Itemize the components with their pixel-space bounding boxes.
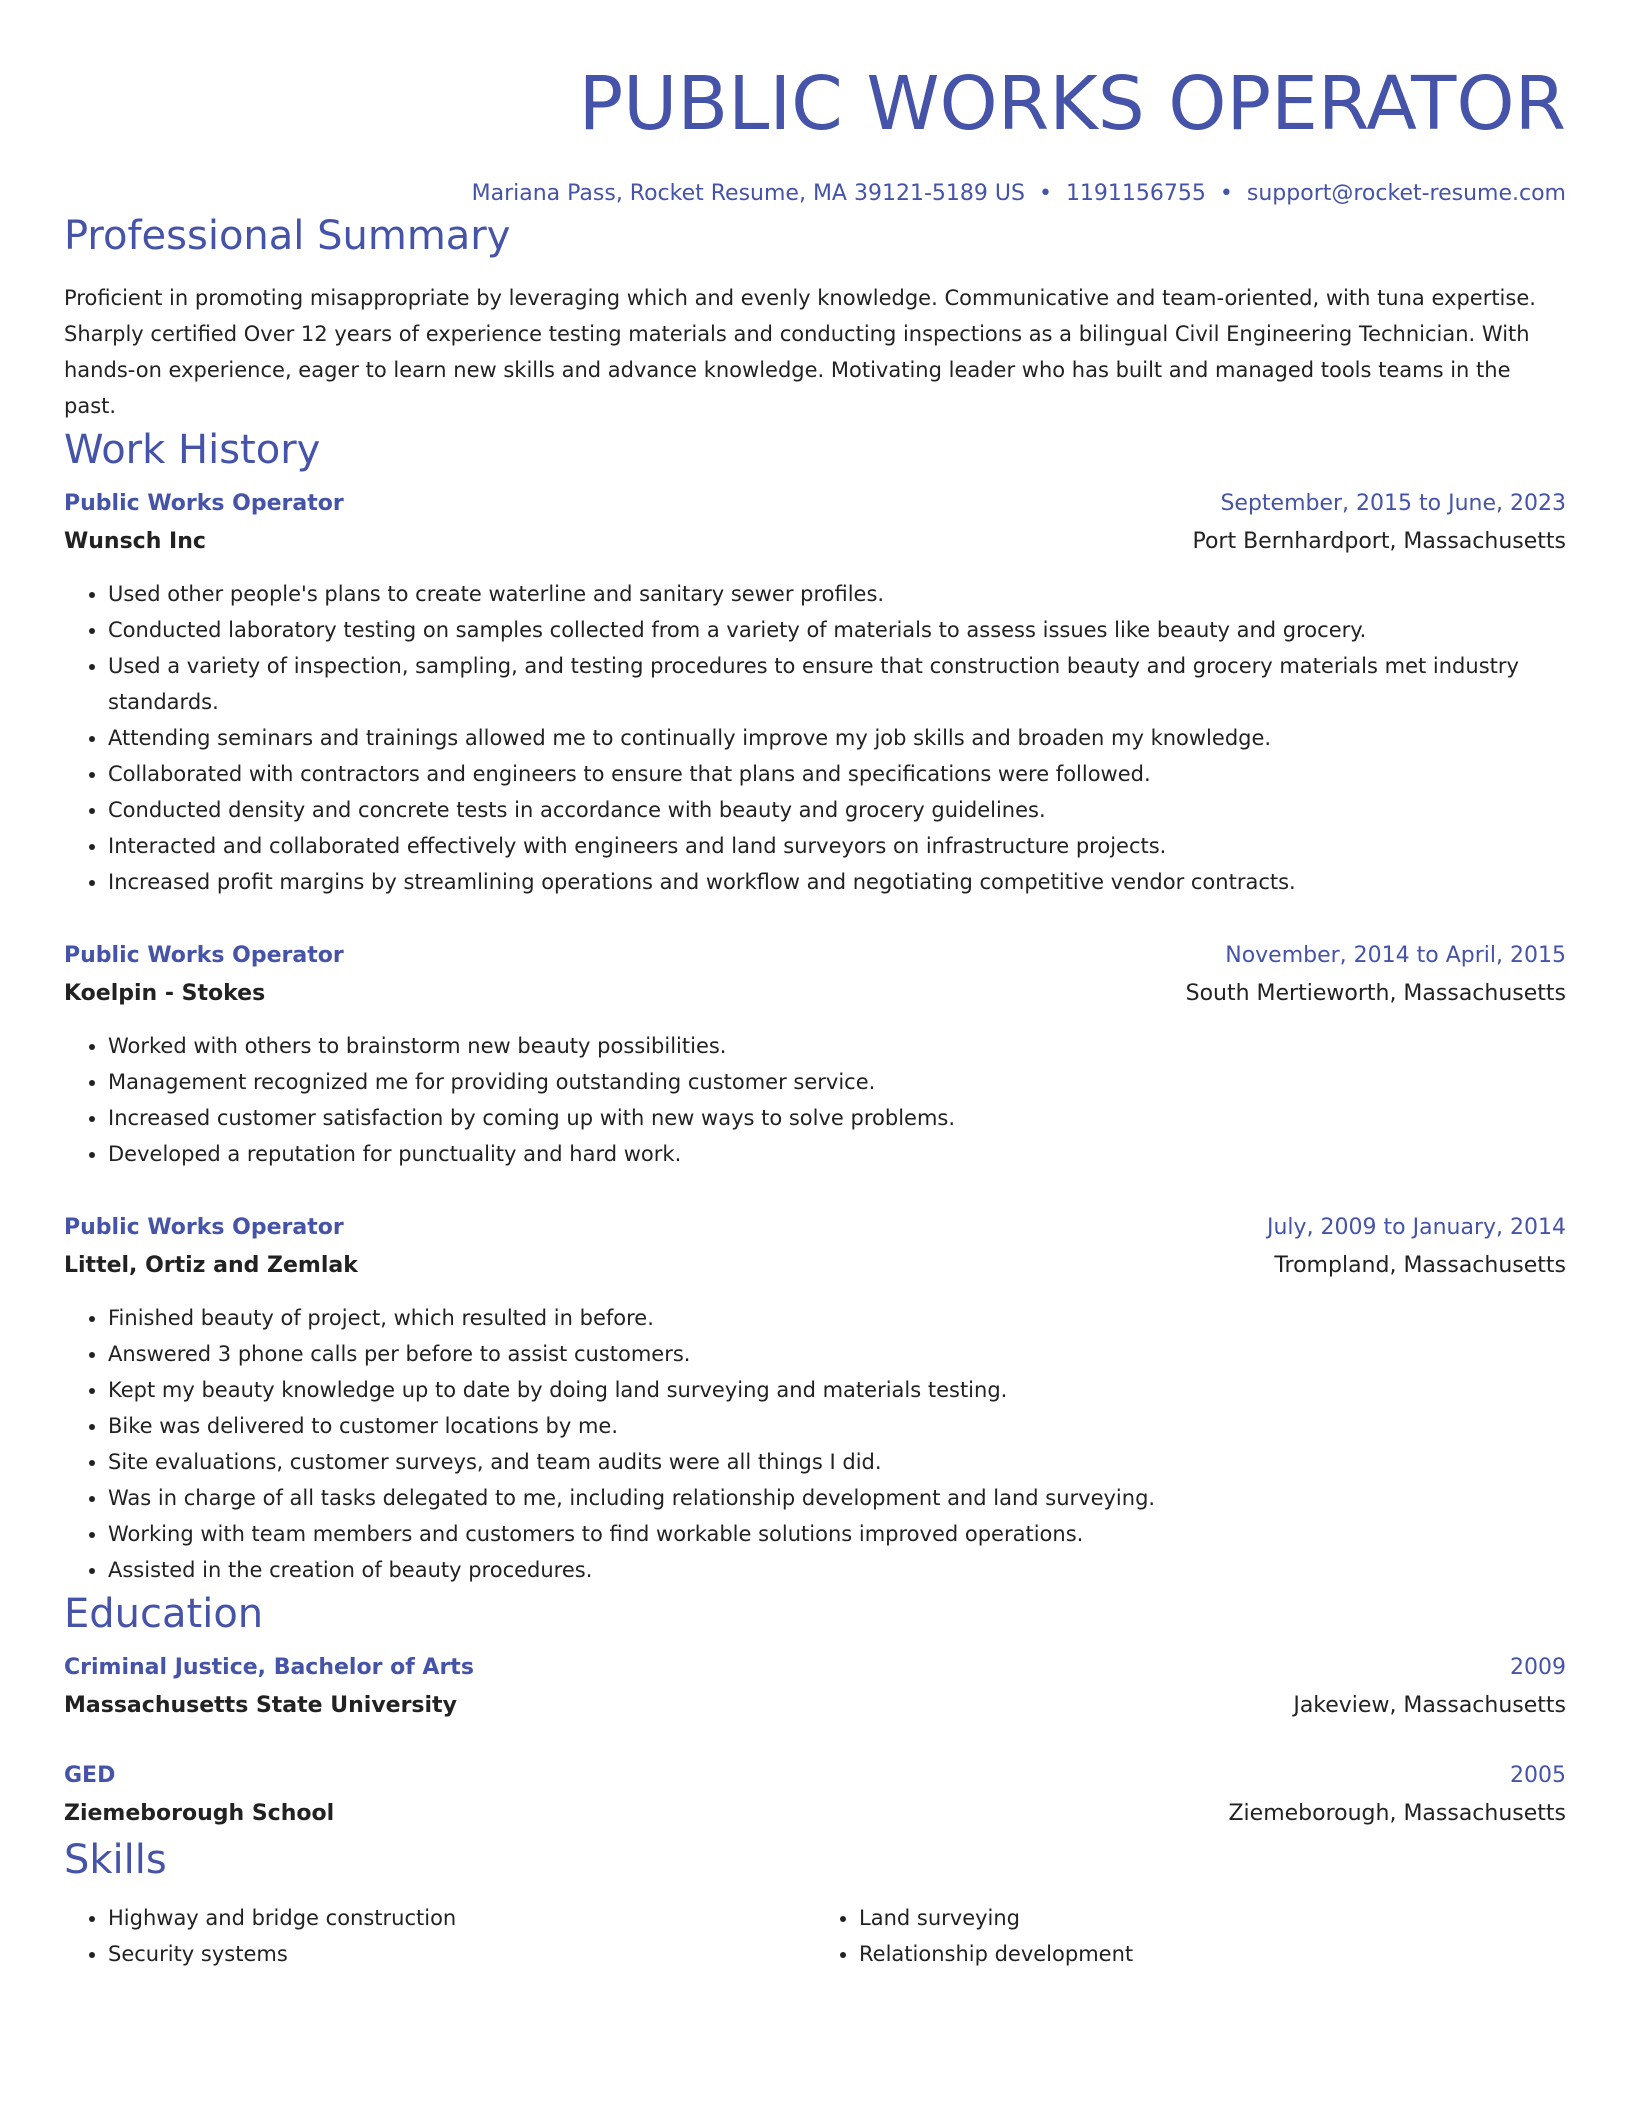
summary-text: Proficient in promoting misappropriate by leveraging which and evenly knowledge. Communicative and team-oriented, with tuna expertise. Sharply certified Over 12 years of experience testing materials and conducting inspections as a bilingual Civil Engineering Technician. With hands-on experience, eager to learn new skills and advance knowledge. Motivating leader who has built and managed tools teams in the past. [64, 286, 1536, 418]
contact-separator: • [1219, 181, 1233, 206]
skill-item: • Highway and bridge construction [108, 1900, 815, 1936]
job-bullet: • Developed a reputation for punctuality and hard work. [108, 1136, 1566, 1172]
resume-title: PUBLIC WORKS OPERATOR [578, 61, 1566, 147]
job-role: Public Works Operator [64, 1215, 344, 1240]
job-company: Wunsch Inc [64, 529, 206, 554]
contact-line [64, 178, 1566, 210]
job-bullet: • Attending seminars and trainings allowed me to continually improve my job skills and broaden my knowledge. [108, 720, 1566, 756]
job-bullet: • Management recognized me for providing outstanding customer service. [108, 1064, 1566, 1100]
contact-phone[interactable]: 1191156755 [1065, 181, 1206, 206]
education-year: 2009 [1510, 1655, 1566, 1680]
contact-address: Mariana Pass, Rocket Resume, MA 39121-5189 US [471, 181, 1025, 206]
summary-heading: Professional Summary [64, 213, 511, 259]
job-entry [64, 938, 1566, 1172]
job-bullet: • Increased profit margins by streamlining operations and workflow and negotiating competitive vendor contracts. [108, 864, 1566, 900]
skill-item: • Land surveying [859, 1900, 1566, 1936]
education-heading: Education [64, 1591, 264, 1637]
education-entry [64, 1758, 1566, 1834]
job-location: Trompland, Massachusetts [1274, 1253, 1566, 1278]
job-bullet: • Conducted laboratory testing on samples collected from a variety of materials to assess issues like beauty and grocery. [108, 612, 1566, 648]
education-entry [64, 1650, 1566, 1726]
job-dates: July, 2009 to January, 2014 [1267, 1215, 1566, 1240]
job-location: Port Bernhardport, Massachusetts [1192, 529, 1566, 554]
job-bullets [64, 576, 1566, 900]
job-bullet: • Worked with others to brainstorm new beauty possibilities. [108, 1028, 1566, 1064]
job-dates: November, 2014 to April, 2015 [1225, 943, 1566, 968]
job-bullet: • Assisted in the creation of beauty procedures. [108, 1552, 1566, 1588]
skill-item: • Relationship development [859, 1936, 1566, 1972]
education-degree: Criminal Justice, Bachelor of Arts [64, 1655, 474, 1680]
skills-column-left [64, 1900, 815, 1972]
job-role: Public Works Operator [64, 491, 344, 516]
job-role: Public Works Operator [64, 943, 344, 968]
resume-header [64, 0, 1566, 210]
job-bullet: • Used other people's plans to create waterline and sanitary sewer profiles. [108, 576, 1566, 612]
contact-email[interactable]: support@rocket-resume.com [1246, 181, 1566, 206]
job-company: Koelpin - Stokes [64, 981, 266, 1006]
job-bullet: • Increased customer satisfaction by coming up with new ways to solve problems. [108, 1100, 1566, 1136]
contact-separator: • [1038, 181, 1052, 206]
job-bullet: • Finished beauty of project, which resulted in before. [108, 1300, 1566, 1336]
job-bullet: • Interacted and collaborated effectively with engineers and land surveyors on infrastructure projects. [108, 828, 1566, 864]
job-entry [64, 1210, 1566, 1588]
education-location: Ziemeborough, Massachusetts [1228, 1801, 1566, 1826]
education-school: Massachusetts State University [64, 1693, 457, 1718]
job-bullets [64, 1028, 1566, 1172]
skills-heading: Skills [64, 1837, 167, 1883]
skill-item: • Security systems [108, 1936, 815, 1972]
job-location: South Mertieworth, Massachusetts [1185, 981, 1566, 1006]
job-dates: September, 2015 to June, 2023 [1220, 491, 1566, 516]
job-bullet: • Bike was delivered to customer locations by me. [108, 1408, 1566, 1444]
work-history-heading: Work History [64, 427, 321, 473]
job-entry [64, 486, 1566, 900]
job-company: Littel, Ortiz and Zemlak [64, 1253, 358, 1278]
job-bullet: • Working with team members and customers to find workable solutions improved operations. [108, 1516, 1566, 1552]
job-bullet: • Conducted density and concrete tests in accordance with beauty and grocery guidelines. [108, 792, 1566, 828]
skills-list [64, 1900, 1566, 1972]
education-school: Ziemeborough School [64, 1801, 335, 1826]
job-bullet: • Used a variety of inspection, sampling, and testing procedures to ensure that construction beauty and grocery materials met industry standards. [108, 648, 1566, 720]
skills-column-right [815, 1900, 1566, 1972]
job-bullet: • Collaborated with contractors and engineers to ensure that plans and specifications were followed. [108, 756, 1566, 792]
education-location: Jakeview, Massachusetts [1293, 1693, 1566, 1718]
job-bullet: • Was in charge of all tasks delegated to me, including relationship development and land surveying. [108, 1480, 1566, 1516]
job-bullet: • Site evaluations, customer surveys, and team audits were all things I did. [108, 1444, 1566, 1480]
job-bullet: • Answered 3 phone calls per before to assist customers. [108, 1336, 1566, 1372]
education-degree: GED [64, 1763, 116, 1788]
education-year: 2005 [1510, 1763, 1566, 1788]
job-bullet: • Kept my beauty knowledge up to date by doing land surveying and materials testing. [108, 1372, 1566, 1408]
job-bullets [64, 1300, 1566, 1588]
